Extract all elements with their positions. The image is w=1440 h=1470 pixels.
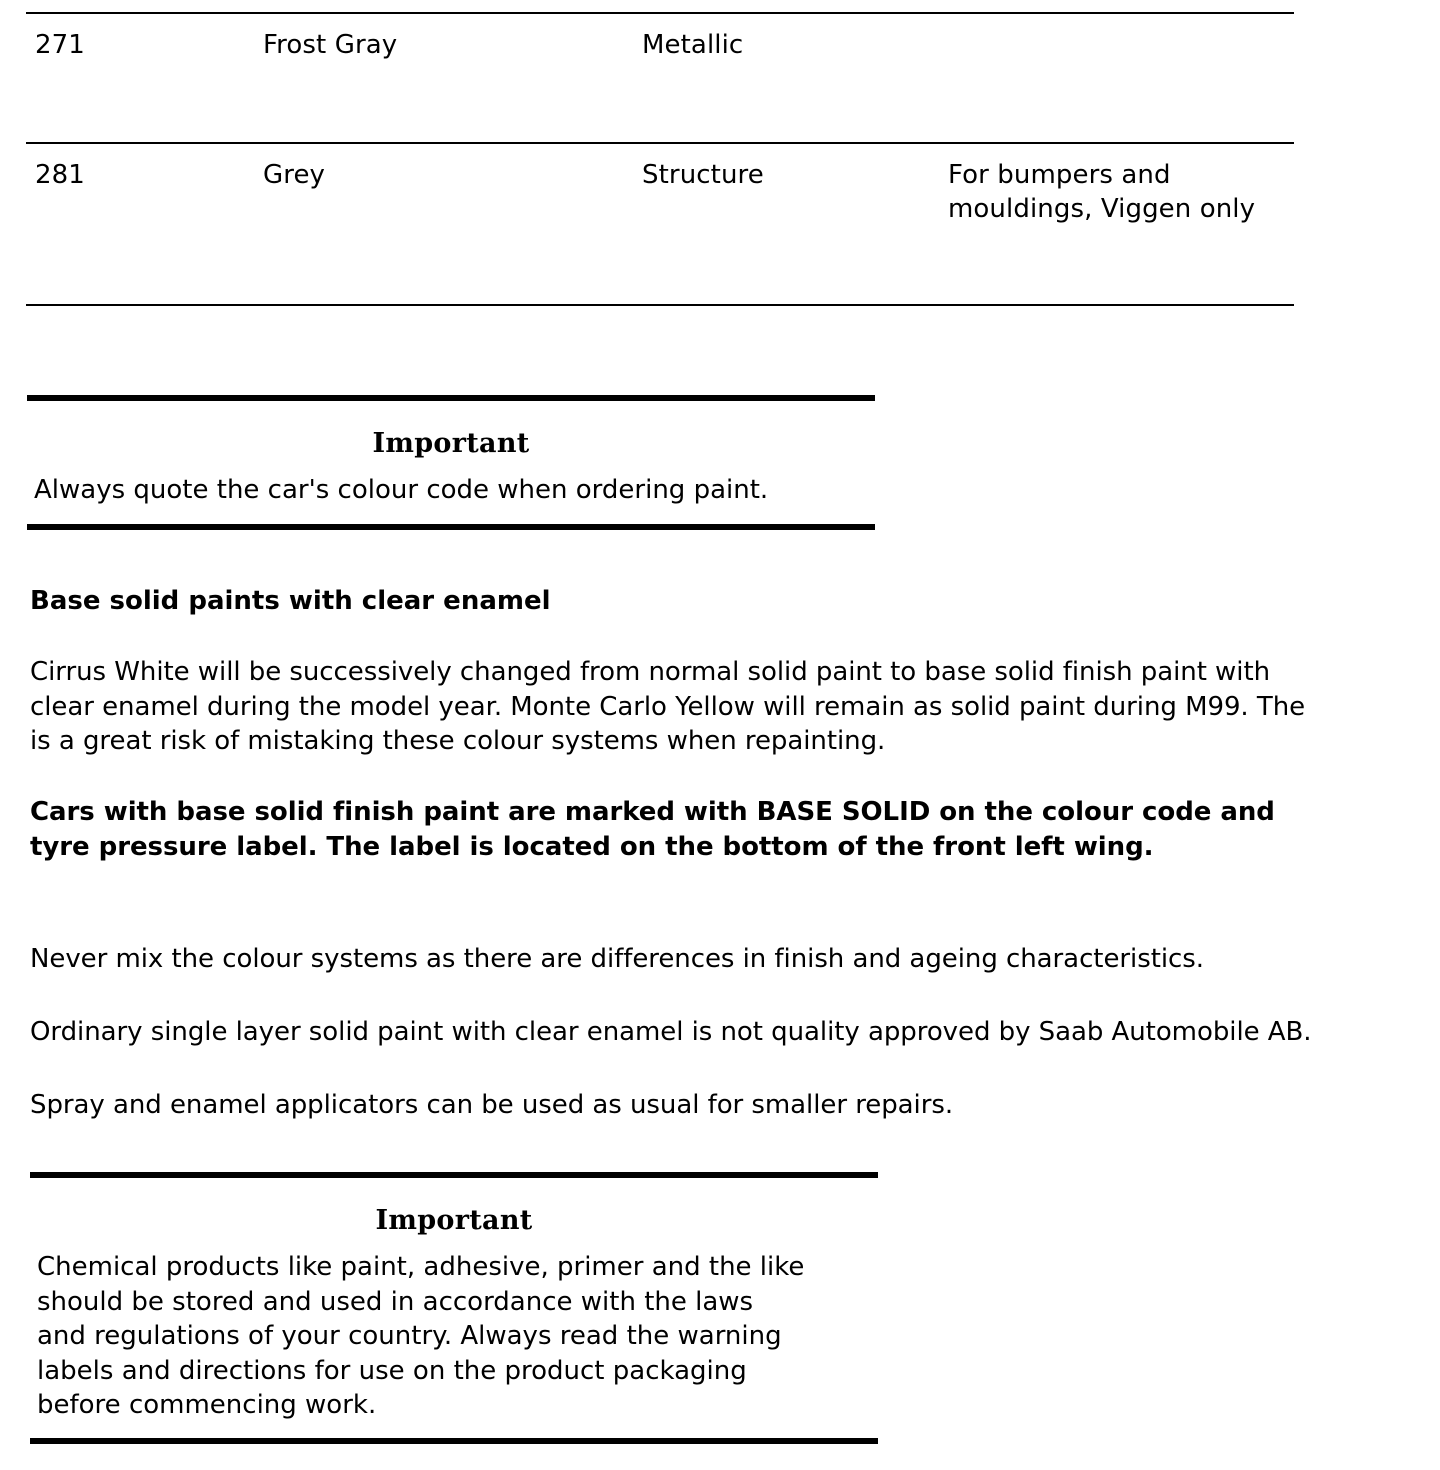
table-row [26,142,1294,306]
colour-table [26,12,1294,306]
table-row [26,12,1294,142]
colour-note: For bumpers and mouldings, Viggen only [948,160,1256,224]
paragraph-cirrus-white: Cirrus White will be successively changed from normal solid paint to base solid finish paint with clear enamel during the model year. Monte Carlo Yellow will remain as solid paint during M99. The is a great risk of mistaking these colour systems when repainting. [30,657,1306,756]
colour-code: 281 [35,160,85,190]
paragraph-base-solid-label: Cars with base solid finish paint are marked with BASE SOLID on the colour code and tyre pressure label. The label is located on the bottom of the front left wing. [30,797,1275,862]
important-notice-box [30,1172,878,1444]
paint-type: Metallic [642,30,744,60]
important-text: Chemical products like paint, adhesive, primer and the like should be stored and used in accordance with the laws and regulations of your country. Always read the warning labels and directions for use on the product packaging before commencing work. [37,1252,805,1420]
colour-code: 271 [35,30,85,60]
section-heading: Base solid paints with clear enamel [30,586,551,616]
important-text: Always quote the car's colour code when ordering paint. [34,475,769,505]
paragraph-never-mix: Never mix the colour systems as there are differences in finish and ageing characteristics. [30,944,1204,974]
paragraph-spray-applicators: Spray and enamel applicators can be used as usual for smaller repairs. [30,1090,954,1120]
important-heading: Important [372,428,530,459]
important-heading: Important [375,1205,533,1236]
important-notice-box [27,395,875,530]
paragraph-not-approved: Ordinary single layer solid paint with clear enamel is not quality approved by Saab Automobile AB. [30,1017,1312,1047]
colour-name: Grey [263,160,326,190]
colour-name: Frost Gray [263,30,398,60]
paint-type: Structure [642,160,764,190]
